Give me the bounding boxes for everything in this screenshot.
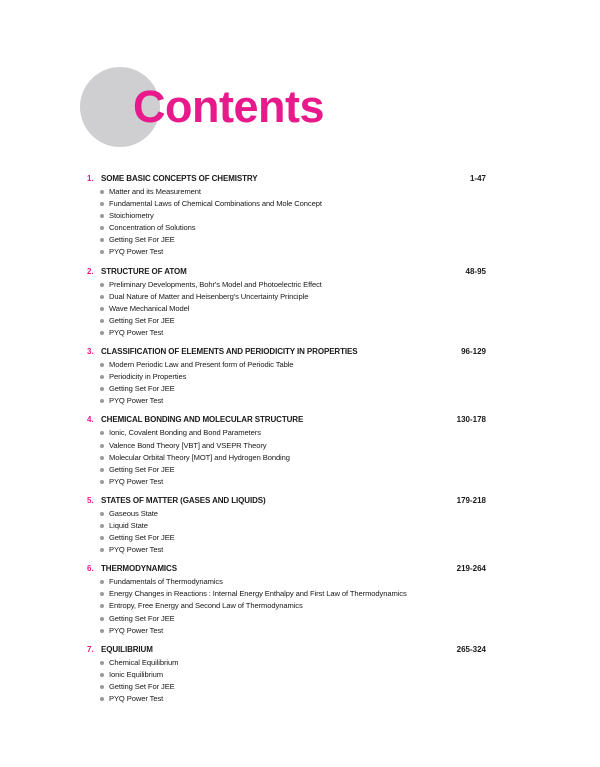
chapter-page-range: 130-178 (456, 415, 486, 425)
chapter-heading[interactable] (87, 494, 487, 508)
toc-section (87, 413, 487, 487)
chapter-title: CHEMICAL BONDING AND MOLECULAR STRUCTURE (101, 415, 304, 425)
topic-label: Gaseous State (109, 508, 158, 518)
bullet-icon (100, 512, 104, 516)
topic-label: Periodicity in Properties (109, 372, 187, 382)
chapter-heading[interactable] (87, 413, 487, 427)
topic-label: Stoichiometry (109, 211, 154, 221)
bullet-icon (100, 238, 104, 242)
topic-list (87, 657, 487, 705)
topic-item[interactable] (87, 210, 487, 222)
chapter-number: 4. (87, 415, 94, 425)
topic-label: Getting Set For JEE (109, 315, 175, 325)
chapter-title: CLASSIFICATION OF ELEMENTS AND PERIODICITY IN PROPERTIES (101, 347, 358, 357)
bullet-icon (100, 444, 104, 448)
bullet-icon (100, 307, 104, 311)
topic-item[interactable] (87, 681, 487, 693)
chapter-number: 6. (87, 564, 94, 574)
chapter-heading[interactable] (87, 172, 487, 186)
bullet-icon (100, 319, 104, 323)
page-title: Contents (133, 81, 324, 132)
topic-item[interactable] (87, 576, 487, 588)
bullet-icon (100, 226, 104, 230)
topic-label: Liquid State (109, 520, 148, 530)
bullet-icon (100, 548, 104, 552)
bullet-icon (100, 375, 104, 379)
topic-label: PYQ Power Test (109, 247, 164, 257)
topic-list (87, 359, 487, 407)
topic-label: Entropy, Free Energy and Second Law of Thermodynamics (109, 601, 303, 611)
topic-label: Modern Periodic Law and Present form of Periodic Table (109, 360, 294, 370)
topic-label: Ionic, Covalent Bonding and Bond Parameters (109, 428, 261, 438)
chapter-heading[interactable] (87, 643, 487, 657)
topic-label: Valence Bond Theory [VBT] and VSEPR Theory (109, 440, 267, 450)
toc-section (87, 345, 487, 407)
topic-list (87, 427, 487, 487)
topic-item[interactable] (87, 625, 487, 637)
chapter-number: 5. (87, 495, 94, 505)
chapter-page-range: 1-47 (469, 174, 486, 183)
topic-list (87, 279, 487, 339)
topic-label: PYQ Power Test (109, 625, 164, 635)
bullet-icon (100, 190, 104, 194)
bullet-icon (100, 399, 104, 403)
toc-section (87, 643, 487, 705)
bullet-icon (100, 661, 104, 665)
topic-item[interactable] (87, 222, 487, 234)
chapter-page-range: 219-264 (456, 564, 486, 574)
topic-label: Molecular Orbital Theory [MOT] and Hydrogen Bonding (109, 452, 290, 462)
chapter-page-range: 179-218 (456, 495, 486, 505)
bullet-icon (100, 673, 104, 677)
bullet-icon (100, 685, 104, 689)
topic-item[interactable] (87, 427, 487, 439)
topic-item[interactable] (87, 371, 487, 383)
bullet-icon (100, 331, 104, 335)
bullet-icon (100, 629, 104, 633)
topic-list (87, 576, 487, 636)
bullet-icon (100, 283, 104, 287)
topic-label: PYQ Power Test (109, 694, 164, 703)
toc-section (87, 172, 487, 259)
chapter-heading[interactable] (87, 562, 487, 576)
topic-label: Concentration of Solutions (109, 223, 196, 233)
chapter-number: 7. (87, 644, 94, 654)
bullet-icon (100, 295, 104, 299)
topic-label: Getting Set For JEE (109, 235, 175, 245)
topic-item[interactable] (87, 291, 487, 303)
topic-item[interactable] (87, 359, 487, 371)
topic-item[interactable] (87, 544, 487, 556)
topic-item[interactable] (87, 440, 487, 452)
topic-label: Wave Mechanical Model (109, 303, 190, 313)
bullet-icon (100, 580, 104, 584)
bullet-icon (100, 202, 104, 206)
topic-item[interactable] (87, 452, 487, 464)
topic-item[interactable] (87, 198, 487, 210)
topic-item[interactable] (87, 600, 487, 612)
topic-label: PYQ Power Test (109, 396, 164, 406)
topic-label: Fundamental Laws of Chemical Combinations and Mole Concept (109, 199, 322, 209)
bullet-icon (100, 697, 104, 701)
topic-item[interactable] (87, 508, 487, 520)
topic-label: PYQ Power Test (109, 545, 164, 555)
topic-item[interactable] (87, 532, 487, 544)
topic-label: Matter and its Measurement (109, 187, 201, 196)
chapter-title: SOME BASIC CONCEPTS OF CHEMISTRY (101, 174, 258, 183)
chapter-page-range: 48-95 (465, 266, 486, 276)
topic-label: Fundamentals of Thermodynamics (109, 577, 223, 587)
chapter-title: STATES OF MATTER (GASES AND LIQUIDS) (101, 495, 266, 505)
chapter-title: EQUILIBRIUM (101, 644, 153, 654)
topic-label: Preliminary Developments, Bohr's Model and Photoelectric Effect (109, 279, 322, 289)
table-of-contents (87, 172, 487, 711)
topic-label: Ionic Equilibrium (109, 669, 164, 679)
bullet-icon (100, 363, 104, 367)
topic-list (87, 508, 487, 556)
chapter-page-range: 96-129 (461, 347, 486, 357)
bullet-icon (100, 468, 104, 472)
topic-label: Getting Set For JEE (109, 533, 175, 543)
topic-label: Getting Set For JEE (109, 613, 175, 623)
bullet-icon (100, 592, 104, 596)
topic-item[interactable] (87, 383, 487, 395)
topic-item[interactable] (87, 520, 487, 532)
topic-label: Dual Nature of Matter and Heisenberg's Uncertainty Principle (109, 291, 309, 301)
chapter-title: STRUCTURE OF ATOM (101, 266, 187, 276)
bullet-icon (100, 536, 104, 540)
topic-label: Chemical Equilibrium (109, 657, 179, 667)
topic-item[interactable] (87, 279, 487, 291)
topic-item[interactable] (87, 395, 487, 407)
topic-item[interactable] (87, 303, 487, 315)
topic-item[interactable] (87, 327, 487, 339)
bullet-icon (100, 480, 104, 484)
bullet-icon (100, 214, 104, 218)
chapter-number: 1. (87, 174, 94, 183)
chapter-title: THERMODYNAMICS (101, 564, 177, 574)
topic-item[interactable] (87, 613, 487, 625)
topic-item[interactable] (87, 693, 487, 705)
topic-item[interactable] (87, 186, 487, 198)
chapter-page-range: 265-324 (456, 644, 486, 654)
chapter-number: 3. (87, 347, 94, 357)
topic-item[interactable] (87, 669, 487, 681)
bullet-icon (100, 387, 104, 391)
bullet-icon (100, 524, 104, 528)
topic-label: Getting Set For JEE (109, 681, 175, 691)
topic-item[interactable] (87, 657, 487, 669)
bullet-icon (100, 250, 104, 254)
topic-item[interactable] (87, 464, 487, 476)
topic-label: Energy Changes in Reactions : Internal Energy Enthalpy and First Law of Thermodynamics (109, 589, 407, 599)
topic-item[interactable] (87, 315, 487, 327)
toc-section (87, 494, 487, 556)
bullet-icon (100, 431, 104, 435)
bullet-icon (100, 617, 104, 621)
toc-section (87, 265, 487, 339)
topic-item[interactable] (87, 476, 487, 488)
topic-label: Getting Set For JEE (109, 384, 175, 394)
toc-section (87, 562, 487, 636)
topic-label: PYQ Power Test (109, 476, 164, 486)
chapter-heading[interactable] (87, 265, 487, 279)
topic-item[interactable] (87, 246, 487, 258)
bullet-icon (100, 456, 104, 460)
chapter-heading[interactable] (87, 345, 487, 359)
topic-item[interactable] (87, 588, 487, 600)
chapter-number: 2. (87, 266, 94, 276)
topic-list (87, 186, 487, 259)
topic-label: Getting Set For JEE (109, 464, 175, 474)
bullet-icon (100, 604, 104, 608)
topic-label: PYQ Power Test (109, 327, 164, 337)
topic-item[interactable] (87, 234, 487, 246)
